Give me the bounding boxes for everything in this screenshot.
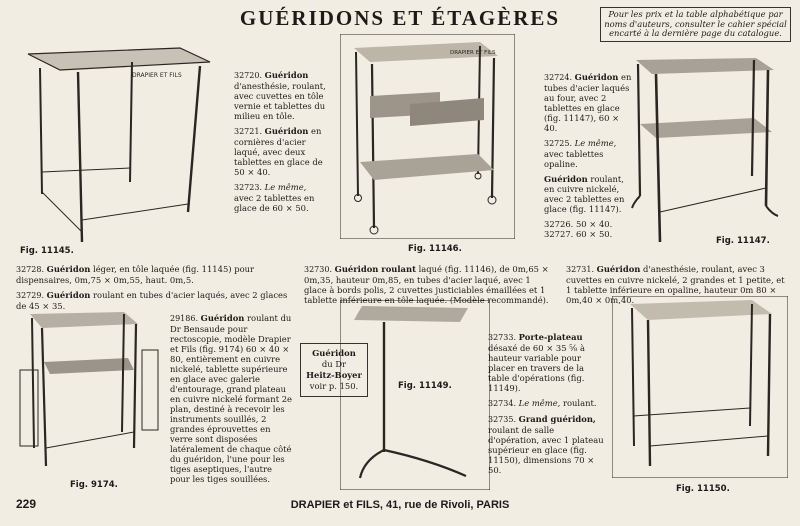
catalog-item-32728: 32728. Guéridon léger, en tôle laquée (fig. 11145) pour dispensaires, 0m,75 × 0m,55, haut. 0m,5. <box>16 264 255 285</box>
pricing-notice: Pour les prix et la table alphabétique par noms d'auteurs, consulter le cahier spécial encarté à la dernière page du catalogue. <box>600 7 791 42</box>
catalog-item-32734: 32734. Le même, roulant. <box>488 398 597 408</box>
figure-caption-11149: Fig. 11149. <box>398 381 452 391</box>
items-column-left <box>234 70 326 218</box>
figure-caption-11147: Fig. 11147. <box>716 236 770 246</box>
footer-address: DRAPIER et FILS, 41, rue de Rivoli, PARIS <box>290 499 510 511</box>
figure-caption-11145: Fig. 11145. <box>20 246 74 256</box>
catalog-item-32733: 32733. Porte-plateau désaxé de 60 × 35 ⅝ à hauteur variable pour placer en travers de la table d'opérations (fig. 11149). <box>488 332 586 393</box>
catalog-item-29186: 29186. Guéridon roulant du Dr Bensaude pour rectoscopie, modèle Drapier et Fils (fig. 9174) 60 × 40 × 80, entièrement en cuivre nickelé, tablette supérieure en glace avec galerie d'entourage, grand plateau en cuivre nickelé formant 2e plan, destiné à recevoir les instruments souillés, 2 grandes éprouvettes en verre sont disposées latéralement de chaque côté du guéridon, l'une pour les tiges aseptiques, l'autre pour les tiges souillées. <box>170 313 293 484</box>
catalog-item-32731: 32731. Guéridon d'anesthésie, roulant, avec 3 cuvettes en cuivre nickelé, 2 grandes et 1 petite, et 1 tablette inférieure en opaline, hauteur 0m 80 × 0m,40 × 0m,40. <box>566 264 785 305</box>
catalog-item-32721: 32721. Guéridon en cornières d'acier laqué, avec deux tablettes en glace de 50 × 40. <box>234 126 323 177</box>
catalog-item-32724: 32724. Guéridon en tubes d'acier laqués au four, avec 2 tablettes en glace (fig. 11147), 60 × 40. <box>544 72 632 133</box>
items-column-right <box>544 72 632 239</box>
maker-label: DRAPIER ET FILS <box>450 50 496 56</box>
figure-11149-illustration <box>340 300 490 490</box>
figure-11145-illustration <box>20 42 220 242</box>
figure-caption-9174: Fig. 9174. <box>70 480 118 490</box>
figure-9174-illustration <box>16 308 166 473</box>
catalog-item-32727: 32727. 60 × 50. <box>544 229 613 239</box>
figure-caption-11146: Fig. 11146. <box>408 244 462 254</box>
catalog-item-32725: 32725. Le même, avec tablettes opaline. <box>544 138 617 169</box>
items-column-bottom-right <box>488 332 604 480</box>
page-title: GUÉRIDONS ET ÉTAGÈRES <box>239 6 561 30</box>
figure-caption-11150: Fig. 11150. <box>676 484 730 494</box>
maker-label: DRAPIER ET FILS <box>132 72 182 79</box>
figure-11147-illustration <box>628 56 784 246</box>
heitz-boyer-reference-box: Guéridon du Dr Heitz-Boyer voir p. 150. <box>300 343 368 397</box>
page-number: 229 <box>16 497 37 511</box>
catalog-item-32730: 32730. Guéridon roulant laqué (fig. 11146), de 0m,65 × 0m,35, hauteur 0m,85, en tubes d'acier laqué, avec 1 glace à bords polis, 2 cuvettes justiciables émaillées et 1 tablette inférieure en tôle laquée. (Modèle recommandé). <box>304 264 549 305</box>
catalog-item-32735: 32735. Grand guéridon, roulant de salle d'opération, avec 1 plateau supérieur en glace (fig. 11150), dimensions 70 × 50. <box>488 414 604 475</box>
catalog-item-32726-heading: Guéridon roulant, en cuivre nickelé, avec 2 tablettes en glace (fig. 11147). <box>544 174 625 214</box>
catalog-item-32723: 32723. Le même, avec 2 tablettes en glace de 60 × 50. <box>234 182 315 213</box>
catalog-item-32726: 32726. 50 × 40. <box>544 219 613 229</box>
figure-11146-illustration <box>340 34 515 239</box>
catalog-item-32729: 32729. Guéridon roulant en tubes d'acier laqués, avec 2 glaces de 45 × 35. <box>16 290 288 311</box>
catalog-item-32720: 32720. Guéridon d'anesthésie, roulant, avec cuvettes en tôle vernie et tablettes du milieu en tôle. <box>234 70 326 121</box>
figure-11150-illustration <box>612 296 788 478</box>
